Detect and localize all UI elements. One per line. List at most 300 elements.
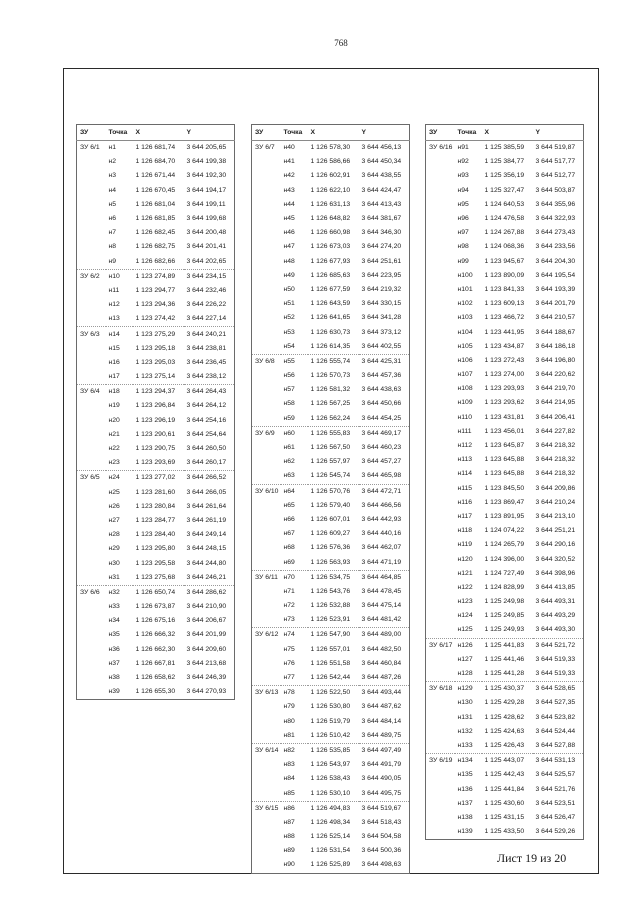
cell-y: 3 644 199,11 (186, 200, 226, 208)
cell-point: н16 (108, 358, 120, 366)
cell-zu (426, 811, 455, 825)
table-row (252, 141, 410, 156)
table-row (77, 528, 235, 542)
cell-x: 1 125 430,37 (482, 682, 533, 697)
cell-zu (426, 368, 455, 382)
cell-zu (426, 240, 455, 254)
table-row (252, 169, 410, 183)
cell-point: н99 (457, 257, 469, 265)
cell-x: 1 123 272,43 (484, 356, 525, 364)
cell-x: 1 123 281,60 (135, 488, 176, 496)
cell-point: н63 (283, 472, 295, 480)
cell-zu (426, 567, 455, 581)
cell-x: 1 126 545,74 (310, 472, 351, 480)
cell-point: н65 (283, 501, 295, 509)
cell-point: н70 (281, 570, 308, 585)
table-row (252, 499, 410, 513)
cell-x: 1 124 396,00 (484, 555, 525, 563)
table-row (252, 311, 410, 325)
cell-x: 1 126 586,66 (310, 158, 351, 166)
cell-x: 1 126 677,59 (310, 285, 351, 293)
cell-point: н59 (283, 414, 295, 422)
cell-x: 1 124 727,49 (484, 569, 525, 577)
cell-y: 3 644 523,51 (535, 799, 576, 807)
cell-x: 1 126 498,34 (310, 818, 351, 826)
table-row (252, 441, 410, 455)
cell-zu (426, 496, 455, 510)
cell-x: 1 123 295,58 (135, 559, 176, 567)
table-row (426, 368, 584, 382)
cell-y: 3 644 206,67 (186, 617, 227, 625)
cell-zu: ЗУ 6/1 (80, 144, 100, 152)
cell-zu (252, 184, 281, 198)
cell-x: 1 125 249,85 (484, 612, 525, 620)
cell-point: н85 (283, 789, 295, 797)
cell-zu (426, 396, 455, 410)
cell-zu (77, 486, 106, 500)
cell-y: 3 644 519,67 (359, 801, 410, 816)
cell-x: 1 126 609,27 (310, 530, 351, 538)
cell-point: н21 (108, 430, 120, 438)
cell-y: 3 644 236,45 (186, 358, 227, 366)
cell-x: 1 123 296,19 (135, 416, 176, 424)
coordinates-table-2 (251, 124, 410, 874)
table-row (426, 595, 584, 609)
cell-zu (252, 844, 281, 858)
table-row (77, 141, 235, 156)
table-row (252, 628, 410, 643)
header-y: Y (533, 125, 584, 141)
cell-point: н55 (281, 354, 308, 369)
header-zu: ЗУ (252, 125, 281, 141)
cell-zu (426, 552, 455, 566)
cell-x: 1 126 576,36 (310, 544, 351, 552)
table-row (426, 653, 584, 667)
cell-zu (77, 169, 106, 183)
cell-zu (426, 255, 455, 269)
cell-y: 3 644 226,22 (186, 301, 227, 309)
cell-x: 1 125 428,62 (484, 713, 525, 721)
cell-zu (252, 412, 281, 427)
cell-zu (77, 226, 106, 240)
cell-point: н5 (108, 200, 117, 208)
cell-y: 3 644 210,57 (535, 314, 576, 322)
table-row (252, 570, 410, 585)
table-row (77, 155, 235, 169)
cell-point: н122 (457, 583, 473, 591)
table-row (426, 396, 584, 410)
cell-x: 1 123 890,09 (484, 271, 525, 279)
table-row (426, 825, 584, 840)
cell-point: н22 (108, 445, 120, 453)
table-row (77, 370, 235, 385)
table-row (252, 269, 410, 283)
table-row (77, 500, 235, 514)
cell-point: н41 (283, 158, 295, 166)
cell-zu (77, 370, 106, 385)
table-row (252, 397, 410, 411)
cell-point: н15 (108, 344, 120, 352)
cell-y: 3 644 219,70 (535, 385, 576, 393)
table-row (252, 686, 410, 701)
cell-x: 1 126 650,74 (133, 585, 184, 600)
cell-zu (426, 184, 455, 198)
table-row (426, 581, 584, 595)
cell-zu (252, 325, 281, 339)
cell-x: 1 126 535,85 (308, 743, 359, 758)
cell-y: 3 644 440,16 (361, 530, 402, 538)
cell-zu: ЗУ 6/4 (77, 385, 106, 400)
cell-zu: ЗУ 6/13 (252, 686, 281, 701)
cell-zu (252, 169, 281, 183)
cell-point: н19 (108, 402, 120, 410)
cell-point: н76 (283, 659, 295, 667)
table-row (426, 411, 584, 425)
cell-y: 3 644 227,82 (535, 427, 576, 435)
cell-y: 3 644 223,95 (361, 271, 402, 279)
cell-x: 1 123 645,88 (484, 456, 525, 464)
cell-x: 1 126 547,90 (308, 628, 359, 643)
cell-x: 1 126 682,66 (135, 257, 176, 265)
cell-y: 3 644 249,14 (186, 531, 227, 539)
cell-point: н81 (283, 731, 295, 739)
cell-point: н57 (283, 386, 295, 394)
cell-x: 1 123 294,77 (135, 286, 176, 294)
cell-zu (77, 342, 106, 356)
cell-zu (252, 613, 281, 628)
cell-zu (77, 298, 106, 312)
cell-y: 3 644 244,80 (186, 559, 227, 567)
cell-zu (252, 212, 281, 226)
table-row (426, 524, 584, 538)
cell-y: 3 644 491,79 (361, 761, 402, 769)
cell-x: 1 126 555,83 (308, 426, 359, 441)
cell-point: н80 (283, 717, 295, 725)
table-row (426, 609, 584, 623)
cell-zu (252, 715, 281, 729)
cell-point: н7 (108, 229, 117, 237)
cell-zu: ЗУ 6/8 (252, 354, 281, 369)
cell-zu (77, 528, 106, 542)
cell-zu (252, 671, 281, 686)
table-row (77, 255, 235, 270)
cell-y: 3 644 490,05 (361, 775, 402, 783)
cell-x: 1 126 673,03 (310, 243, 351, 251)
cell-point: н126 (455, 638, 482, 653)
cell-zu (252, 830, 281, 844)
cell-y: 3 644 466,56 (361, 501, 402, 509)
cell-zu (426, 325, 455, 339)
table-row (426, 467, 584, 481)
cell-point: н20 (108, 416, 120, 424)
table-row (77, 600, 235, 614)
table-row (252, 555, 410, 570)
cell-y: 3 644 519,33 (535, 655, 576, 663)
table-row (252, 198, 410, 212)
cell-y: 3 644 450,34 (361, 158, 402, 166)
cell-y: 3 644 512,77 (535, 172, 576, 180)
cell-x: 1 126 538,43 (310, 775, 351, 783)
cell-x: 1 125 429,28 (484, 699, 525, 707)
header-y: Y (184, 125, 235, 141)
cell-zu (426, 696, 455, 710)
table-row (252, 369, 410, 383)
cell-point: н84 (283, 775, 295, 783)
cell-point: н1 (108, 144, 117, 152)
table-row (426, 453, 584, 467)
cell-x: 1 126 607,01 (310, 515, 351, 523)
cell-point: н100 (457, 271, 473, 279)
cell-zu (77, 614, 106, 628)
cell-x: 1 125 441,83 (482, 638, 533, 653)
table-row (77, 284, 235, 298)
cell-zu (252, 585, 281, 599)
cell-x: 1 124 265,79 (484, 541, 525, 549)
cell-y: 3 644 504,58 (361, 833, 402, 841)
cell-zu (252, 541, 281, 555)
cell-y: 3 644 413,85 (535, 583, 576, 591)
cell-zu: ЗУ 6/19 (426, 754, 455, 769)
table-row (252, 715, 410, 729)
table-row (252, 240, 410, 254)
table-row (426, 797, 584, 811)
cell-x: 1 126 543,97 (310, 761, 351, 769)
cell-y: 3 644 251,61 (361, 257, 402, 265)
cell-y: 3 644 471,19 (361, 558, 402, 566)
cell-y: 3 644 527,35 (535, 699, 576, 707)
cell-y: 3 644 330,15 (361, 300, 402, 308)
cell-zu: ЗУ 6/3 (77, 327, 106, 342)
cell-y: 3 644 469,17 (359, 426, 410, 441)
cell-y: 3 644 456,13 (361, 144, 402, 152)
table-row (252, 354, 410, 369)
cell-point: н89 (283, 847, 295, 855)
cell-zu: ЗУ 6/7 (255, 144, 275, 152)
cell-zu (426, 739, 455, 754)
cell-y: 3 644 346,30 (361, 229, 402, 237)
table-row (252, 412, 410, 427)
cell-x: 1 123 645,87 (484, 442, 525, 450)
table-row (77, 585, 235, 600)
cell-y: 3 644 472,71 (359, 484, 410, 499)
cell-y: 3 644 260,17 (186, 459, 227, 467)
table-row (77, 312, 235, 327)
cell-point: н52 (283, 314, 295, 322)
table-row (77, 385, 235, 400)
cell-x: 1 126 662,30 (135, 645, 176, 653)
table-row (77, 643, 235, 657)
cell-point: н117 (457, 512, 473, 520)
cell-y: 3 644 487,62 (361, 703, 402, 711)
cell-x: 1 126 570,76 (308, 484, 359, 499)
cell-x: 1 125 384,77 (484, 158, 525, 166)
cell-point: н44 (283, 200, 295, 208)
cell-point: н94 (457, 186, 469, 194)
table-row (252, 226, 410, 240)
cell-y: 3 644 464,85 (359, 570, 410, 585)
cell-x: 1 123 274,00 (484, 371, 525, 379)
cell-point: н104 (457, 328, 473, 336)
table-row (426, 482, 584, 496)
cell-point: н58 (283, 400, 295, 408)
cell-y: 3 644 246,21 (186, 573, 227, 581)
cell-zu (252, 397, 281, 411)
cell-point: н77 (283, 674, 295, 682)
cell-zu (252, 657, 281, 671)
cell-y: 3 644 424,47 (361, 186, 402, 194)
cell-point: н67 (283, 530, 295, 538)
cell-y: 3 644 246,39 (186, 674, 227, 682)
cell-y: 3 644 248,15 (186, 545, 227, 553)
table-row (252, 786, 410, 801)
cell-point: н38 (108, 674, 120, 682)
cell-zu (426, 226, 455, 240)
cell-y: 3 644 213,10 (535, 512, 576, 520)
cell-x: 1 124 828,99 (484, 583, 525, 591)
cell-zu (252, 311, 281, 325)
cell-y: 3 644 322,93 (535, 215, 576, 223)
cell-x: 1 126 630,73 (310, 328, 351, 336)
cell-x: 1 126 614,35 (310, 342, 351, 350)
cell-zu (77, 643, 106, 657)
cell-zu (77, 399, 106, 413)
cell-y: 3 644 264,12 (186, 402, 227, 410)
cell-zu (77, 240, 106, 254)
cell-point: н136 (457, 785, 473, 793)
cell-y: 3 644 413,43 (361, 200, 402, 208)
cell-x: 1 126 534,75 (308, 570, 359, 585)
cell-y: 3 644 254,64 (186, 430, 227, 438)
cell-y: 3 644 227,14 (186, 315, 227, 323)
cell-point: н61 (283, 444, 295, 452)
cell-point: н64 (281, 484, 308, 499)
cell-zu (77, 212, 106, 226)
cell-x: 1 126 579,40 (310, 501, 351, 509)
table-row (77, 486, 235, 500)
cell-point: н54 (283, 342, 295, 350)
table-row (426, 340, 584, 354)
cell-y: 3 644 266,05 (186, 488, 227, 496)
cell-zu: ЗУ 6/2 (77, 269, 106, 284)
table-body (252, 141, 410, 874)
table-row (426, 311, 584, 325)
cell-y: 3 644 186,18 (535, 342, 576, 350)
table-row (426, 255, 584, 269)
cell-zu (77, 685, 106, 700)
table-header-row (77, 125, 235, 141)
cell-y: 3 644 233,56 (535, 243, 576, 251)
cell-zu (252, 599, 281, 613)
cell-x: 1 125 441,84 (484, 785, 525, 793)
cell-zu (426, 198, 455, 212)
table-row (77, 514, 235, 528)
cell-zu (426, 711, 455, 725)
cell-point: н128 (457, 670, 473, 678)
cell-point: н93 (457, 172, 469, 180)
cell-x: 1 124 074,22 (484, 527, 525, 535)
cell-x: 1 126 522,50 (308, 686, 359, 701)
cell-zu (77, 284, 106, 298)
cell-x: 1 123 869,47 (484, 498, 525, 506)
cell-y: 3 644 519,87 (535, 144, 576, 152)
cell-point: н4 (108, 186, 117, 194)
cell-y: 3 644 260,50 (186, 445, 227, 453)
cell-y: 3 644 523,82 (535, 713, 576, 721)
table-row (426, 425, 584, 439)
table-row (252, 527, 410, 541)
cell-point: н78 (281, 686, 308, 701)
cell-zu (426, 297, 455, 311)
cell-zu (426, 538, 455, 552)
cell-y: 3 644 482,50 (361, 645, 402, 653)
cell-point: н131 (457, 713, 473, 721)
cell-zu (426, 453, 455, 467)
table-row (426, 711, 584, 725)
cell-point: н3 (108, 172, 117, 180)
table-row (426, 552, 584, 566)
table-row (426, 696, 584, 710)
header-x: X (133, 125, 184, 141)
cell-point: н111 (457, 427, 472, 435)
cell-x: 1 126 675,16 (135, 617, 176, 625)
cell-point: н26 (108, 502, 120, 510)
cell-x: 1 126 631,13 (310, 200, 351, 208)
cell-x: 1 126 658,62 (135, 674, 176, 682)
cell-point: н66 (283, 515, 295, 523)
cell-y: 3 644 526,47 (535, 813, 576, 821)
cell-point: н112 (457, 442, 473, 450)
cell-x: 1 126 563,93 (310, 558, 351, 566)
cell-zu (426, 667, 455, 682)
cell-point: н108 (457, 385, 473, 393)
cell-point: н53 (283, 328, 295, 336)
cell-y: 3 644 478,45 (361, 587, 402, 595)
cell-point: н35 (108, 631, 120, 639)
table-row (77, 198, 235, 212)
cell-point: н106 (457, 356, 473, 364)
cell-x: 1 126 648,82 (310, 215, 351, 223)
table-row (252, 155, 410, 169)
cell-zu (252, 383, 281, 397)
table-row (252, 729, 410, 744)
cell-y: 3 644 204,30 (535, 257, 576, 265)
cell-zu: ЗУ 6/16 (429, 144, 453, 152)
table-row (252, 383, 410, 397)
cell-x: 1 123 295,18 (135, 344, 176, 352)
cell-x: 1 126 671,44 (135, 172, 176, 180)
cell-point: н124 (457, 612, 473, 620)
table-row (426, 198, 584, 212)
cell-y: 3 644 521,72 (533, 638, 584, 653)
table-row (252, 599, 410, 613)
cell-y: 3 644 517,77 (535, 158, 576, 166)
cell-zu (77, 657, 106, 671)
cell-zu (252, 155, 281, 169)
cell-x: 1 125 424,63 (484, 727, 525, 735)
table-row (252, 297, 410, 311)
cell-point: н127 (457, 655, 473, 663)
cell-point: н132 (457, 727, 473, 735)
cell-zu (77, 600, 106, 614)
cell-point: н119 (457, 541, 473, 549)
cell-x: 1 126 655,30 (135, 688, 176, 696)
cell-y: 3 644 465,98 (361, 472, 402, 480)
table-row (77, 414, 235, 428)
table-row (252, 484, 410, 499)
cell-y: 3 644 460,23 (361, 444, 402, 452)
table-row (252, 455, 410, 469)
cell-zu (77, 356, 106, 370)
